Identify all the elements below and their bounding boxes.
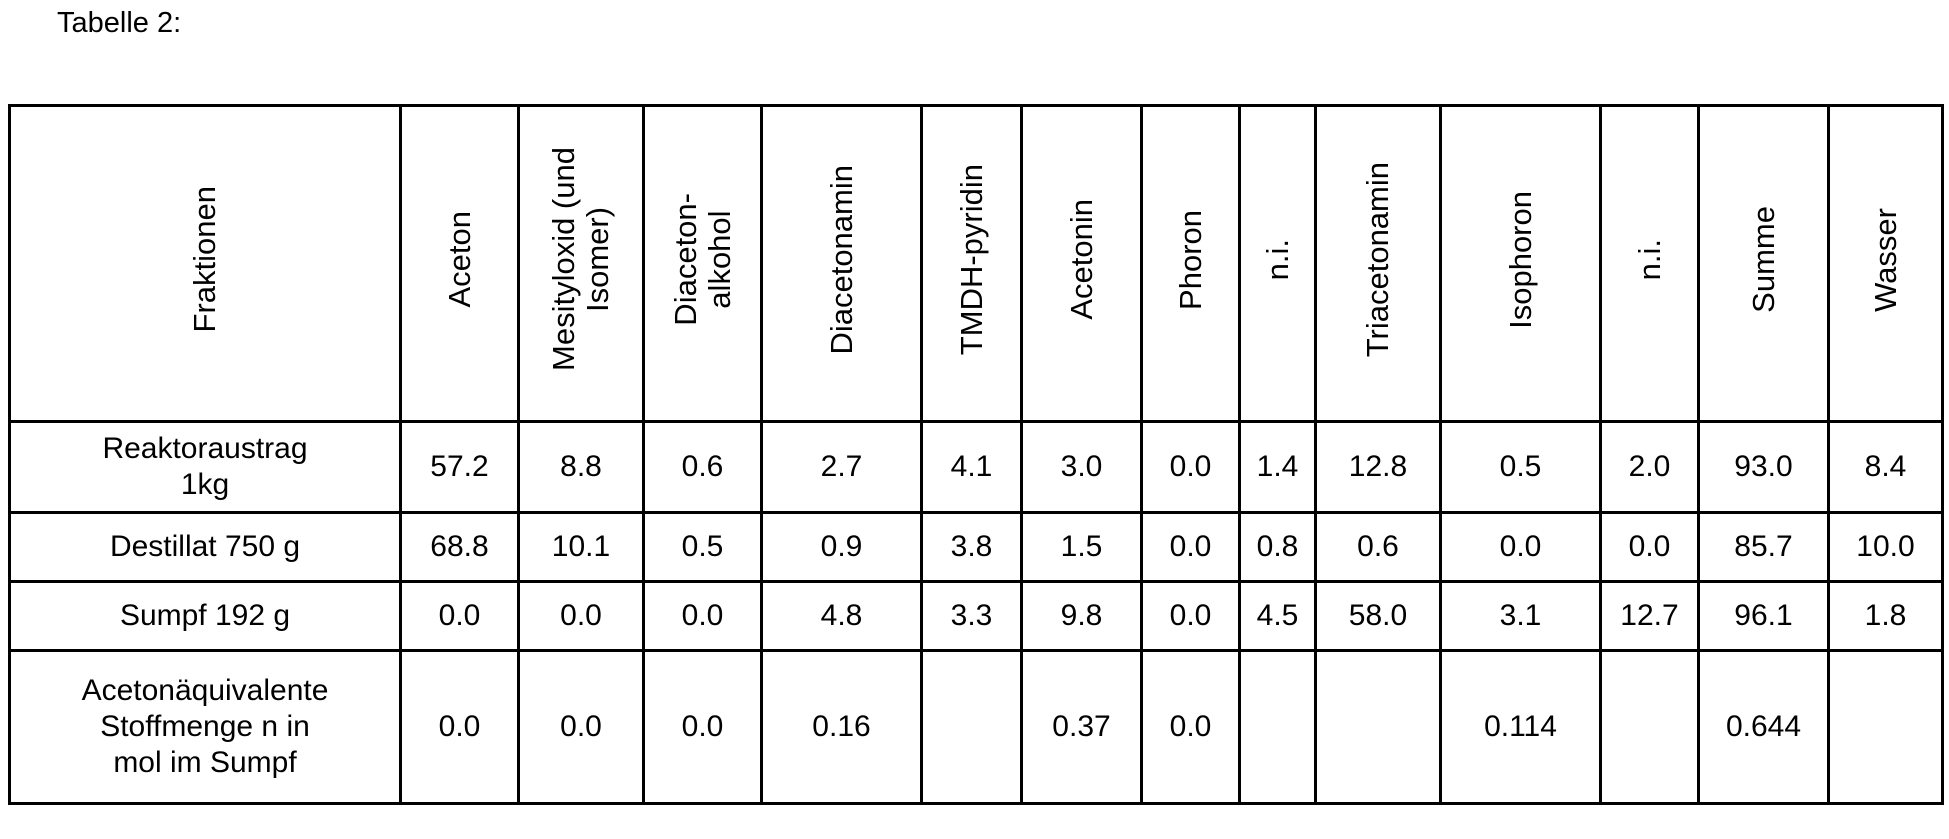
table-cell: 4.5	[1240, 582, 1316, 651]
table-row	[10, 422, 1943, 513]
table-cell: 1.5	[1022, 513, 1142, 582]
table-cell: 0.8	[1240, 513, 1316, 582]
table-cell: 0.0	[401, 651, 519, 804]
data-table	[8, 104, 1944, 805]
table-cell: 0.6	[1316, 513, 1441, 582]
table-cell: 12.7	[1601, 582, 1699, 651]
table-container	[8, 104, 1941, 805]
row-label: Destillat 750 g	[10, 513, 401, 582]
column-header-wasser	[1829, 106, 1943, 422]
header-label: Isophoron	[1502, 190, 1538, 329]
table-cell: 2.7	[762, 422, 922, 513]
table-cell: 8.4	[1829, 422, 1943, 513]
table-cell	[1316, 651, 1441, 804]
table-row	[10, 651, 1943, 804]
table-cell	[922, 651, 1022, 804]
table-cell: 0.0	[1142, 513, 1240, 582]
table-cell: 4.8	[762, 582, 922, 651]
table-cell: 0.5	[644, 513, 762, 582]
table-cell: 3.0	[1022, 422, 1142, 513]
header-label: Mesityloxid (und Isomer)	[546, 147, 615, 372]
table-cell: 0.9	[762, 513, 922, 582]
row-label: Reaktoraustrag 1kg	[10, 422, 401, 513]
column-header-phoron	[1142, 106, 1240, 422]
header-label: TMDH-pyridin	[953, 163, 989, 356]
table-cell: 58.0	[1316, 582, 1441, 651]
table-cell: 68.8	[401, 513, 519, 582]
table-caption: Tabelle 2:	[57, 7, 182, 39]
table-row	[10, 582, 1943, 651]
header-label: Fraktionen	[187, 186, 222, 333]
header-label: Phoron	[1172, 209, 1208, 310]
table-row	[10, 513, 1943, 582]
table-cell: 1.4	[1240, 422, 1316, 513]
header-label: Wasser	[1867, 207, 1903, 312]
column-header-ni-1	[1240, 106, 1316, 422]
column-header-triacetonamin	[1316, 106, 1441, 422]
column-header-diacetonamin	[762, 106, 922, 422]
table-cell: 0.0	[644, 582, 762, 651]
table-cell: 0.5	[1441, 422, 1601, 513]
table-cell: 3.1	[1441, 582, 1601, 651]
table-cell: 0.0	[519, 582, 644, 651]
table-cell: 0.37	[1022, 651, 1142, 804]
table-cell: 8.8	[519, 422, 644, 513]
table-cell: 9.8	[1022, 582, 1142, 651]
column-header-acetonin	[1022, 106, 1142, 422]
table-cell: 57.2	[401, 422, 519, 513]
table-cell: 0.0	[1601, 513, 1699, 582]
table-cell: 0.114	[1441, 651, 1601, 804]
table-cell	[1829, 651, 1943, 804]
table-cell: 1.8	[1829, 582, 1943, 651]
header-label: Aceton	[441, 211, 477, 308]
table-cell: 10.0	[1829, 513, 1943, 582]
table-cell: 0.644	[1699, 651, 1829, 804]
row-label: Sumpf 192 g	[10, 582, 401, 651]
table-cell: 2.0	[1601, 422, 1699, 513]
column-header-fraktionen	[10, 106, 401, 422]
table-cell	[1601, 651, 1699, 804]
table-cell: 0.0	[519, 651, 644, 804]
header-label: n.i.	[1259, 238, 1295, 281]
column-header-ni-2	[1601, 106, 1699, 422]
table-cell: 0.16	[762, 651, 922, 804]
header-label: Summe	[1745, 206, 1781, 313]
table-cell: 96.1	[1699, 582, 1829, 651]
table-header-row	[10, 106, 1943, 422]
column-header-tmdh-pyridin	[922, 106, 1022, 422]
header-label: Diacetonamin	[823, 164, 859, 355]
table-cell: 0.0	[644, 651, 762, 804]
header-label: Diaceton- alkohol	[667, 193, 737, 326]
table-cell: 93.0	[1699, 422, 1829, 513]
table-cell: 10.1	[519, 513, 644, 582]
table-cell: 0.6	[644, 422, 762, 513]
table-cell: 0.0	[401, 582, 519, 651]
column-header-aceton	[401, 106, 519, 422]
table-cell	[1240, 651, 1316, 804]
table-cell: 0.0	[1441, 513, 1601, 582]
table-cell: 3.8	[922, 513, 1022, 582]
header-label: Triacetonamin	[1360, 161, 1395, 358]
table-cell: 4.1	[922, 422, 1022, 513]
table-cell: 12.8	[1316, 422, 1441, 513]
header-label: Acetonin	[1063, 199, 1099, 320]
row-label: Acetonäquivalente Stoffmenge n in mol im Sumpf	[10, 651, 401, 804]
table-cell: 0.0	[1142, 651, 1240, 804]
table-cell: 3.3	[922, 582, 1022, 651]
column-header-mesityloxid	[519, 106, 644, 422]
column-header-diacetonalkohol	[644, 106, 762, 422]
column-header-summe	[1699, 106, 1829, 422]
table-cell: 0.0	[1142, 422, 1240, 513]
table-cell: 0.0	[1142, 582, 1240, 651]
column-header-isophoron	[1441, 106, 1601, 422]
header-label: n.i.	[1631, 238, 1667, 281]
table-cell: 85.7	[1699, 513, 1829, 582]
